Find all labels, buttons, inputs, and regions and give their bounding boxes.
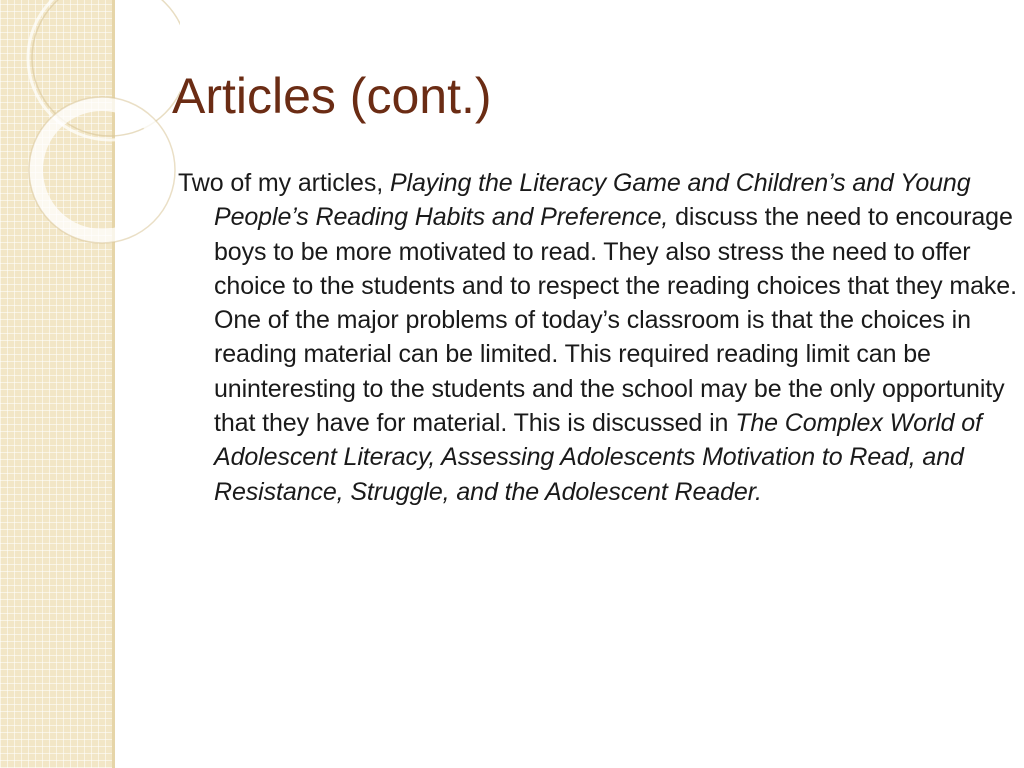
body-middle: discuss the need to encourage boys to be more motivated to read. They also stress the need to offer choice to the students and to respect the reading choices that they make. One of the major problems of today’s classroom is that the choices in reading material can be limited. This required reading limit can be uninteresting to the students and the school may be the only opportunity that they have for material. This is discussed in bbox=[214, 203, 1017, 438]
decorative-rings bbox=[0, 0, 180, 260]
article-connector: and bbox=[680, 169, 736, 197]
slide-body-paragraph bbox=[178, 166, 1024, 509]
article-title-2: Children’s and Young People’s Reading Habits and Preference, bbox=[214, 169, 971, 232]
body-intro: Two of my articles, bbox=[178, 169, 390, 197]
article-title-3: The Complex World of Adolescent Literacy, Assessing Adolescents Motivation to Read, and Resistance, Struggle, and the Adolescent Reader. bbox=[214, 409, 982, 506]
slide-title: Articles (cont.) bbox=[172, 68, 492, 124]
article-title-1: Playing the Literacy Game bbox=[389, 169, 681, 197]
